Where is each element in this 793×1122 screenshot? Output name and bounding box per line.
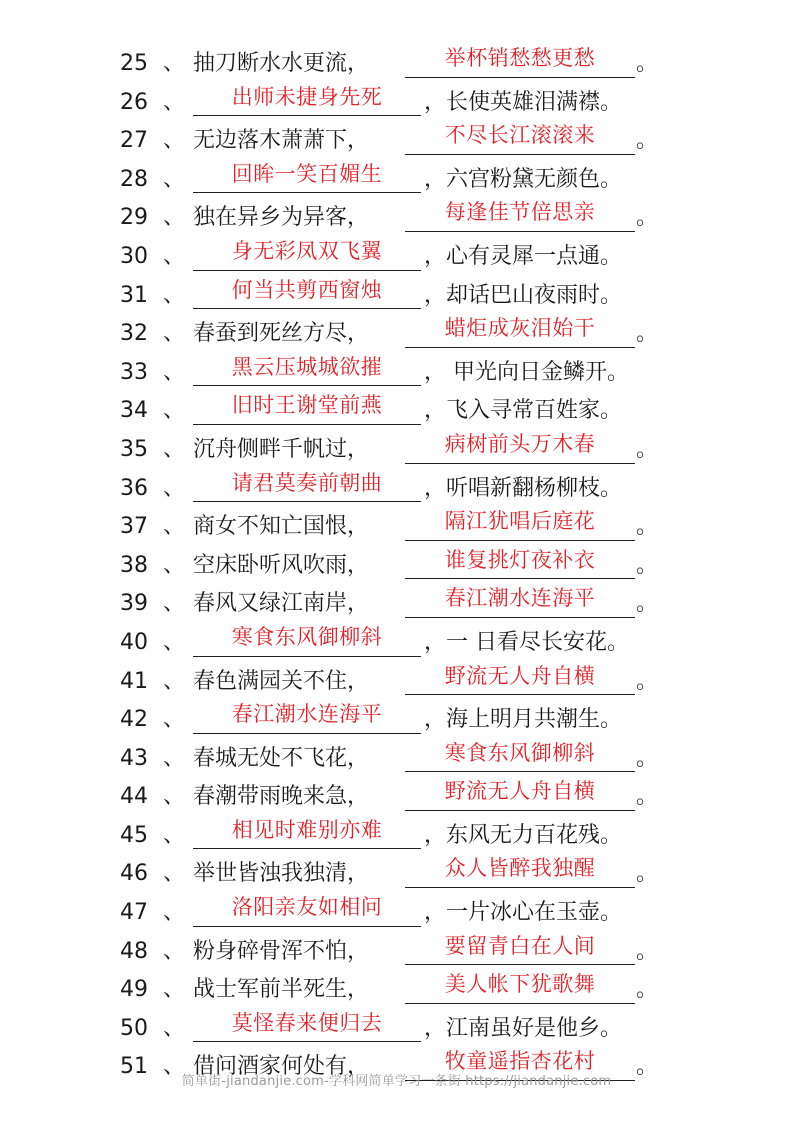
question-number: 37: [120, 514, 148, 540]
question-number: 26: [120, 89, 148, 115]
ending-period: 。: [636, 1054, 659, 1080]
number-separator: 、: [163, 977, 186, 1003]
question-number: 47: [120, 900, 148, 926]
number-separator: 、: [163, 784, 186, 810]
given-line: 借问酒家何处有，: [193, 1054, 370, 1080]
answer-text: 美人帐下犹歌舞: [444, 972, 596, 997]
given-line: ，江南虽好是他乡。: [424, 1015, 623, 1041]
given-line: 春城无处不飞花，: [193, 745, 370, 771]
question-number: 38: [120, 552, 148, 578]
question-row: [0, 894, 793, 933]
given-line: ，东风无力百花残。: [424, 822, 623, 848]
answer-blank: [193, 470, 421, 509]
ending-period: 。: [636, 977, 659, 1003]
number-separator: 、: [163, 514, 186, 540]
question-number: 35: [120, 436, 148, 462]
watermark-footer: 简单街-jiandanjie.com-学科网简单学习一条街 https://jiandanjie.com: [181, 1074, 612, 1089]
number-separator: 、: [163, 552, 186, 578]
answer-text: 谁复挑灯夜补衣: [444, 547, 596, 572]
question-row: [0, 84, 793, 123]
number-separator: 、: [163, 398, 186, 424]
question-number: 50: [120, 1015, 148, 1041]
answer-blank: [405, 778, 635, 817]
answer-blank: [193, 1010, 421, 1049]
answer-text: 隔江犹唱后庭花: [444, 509, 596, 534]
answer-text: 野流无人舟自横: [444, 779, 596, 804]
question-row: [0, 277, 793, 316]
ending-period: 。: [636, 938, 659, 964]
number-separator: 、: [163, 668, 186, 694]
answer-blank: [405, 45, 635, 84]
answer-text: 野流无人舟自横: [444, 663, 596, 688]
question-number: 44: [120, 784, 148, 810]
answer-text: 身无彩凤双飞翼: [231, 238, 383, 263]
answer-text: 出师未捷身先死: [231, 84, 383, 109]
number-separator: 、: [163, 436, 186, 462]
ending-period: 。: [636, 861, 659, 887]
answer-text: 春江潮水连海平: [231, 702, 383, 727]
question-number: 28: [120, 166, 148, 192]
question-row: [0, 817, 793, 856]
answer-blank: [405, 315, 635, 354]
answer-blank: [193, 84, 421, 123]
answer-blank: [193, 894, 421, 933]
answer-text: 何当共剪西窗烛: [231, 277, 383, 302]
given-line: ， 甲光向日金鳞开。: [424, 359, 629, 385]
given-line: 战士军前半死生，: [193, 977, 370, 1003]
question-number: 29: [120, 205, 148, 231]
number-separator: 、: [163, 243, 186, 269]
number-separator: 、: [163, 861, 186, 887]
answer-blank: [405, 585, 635, 624]
given-line: 空床卧听风吹雨，: [193, 552, 370, 578]
question-number: 46: [120, 861, 148, 887]
question-row: [0, 624, 793, 663]
ending-period: 。: [636, 745, 659, 771]
number-separator: 、: [163, 51, 186, 76]
given-line: ，长使英雄泪满襟。: [424, 89, 623, 115]
given-line: 粉身碎骨浑不怕，: [193, 938, 370, 964]
answer-text: 旧时王谢堂前燕: [231, 393, 383, 418]
number-separator: 、: [163, 89, 186, 115]
number-separator: 、: [163, 938, 186, 964]
number-separator: 、: [163, 591, 186, 617]
given-line: 商女不知亡国恨，: [193, 514, 370, 540]
number-separator: 、: [163, 128, 186, 154]
answer-blank: [193, 701, 421, 740]
answer-text: 洛阳亲友如相问: [231, 895, 383, 920]
worksheet: [0, 45, 793, 1087]
question-number: 27: [120, 128, 148, 154]
question-number: 31: [120, 282, 148, 308]
question-row: [0, 547, 793, 586]
answer-text: 病树前头万木春: [444, 431, 596, 456]
given-line: 无边落木萧萧下，: [193, 128, 370, 154]
question-number: 32: [120, 321, 148, 347]
answer-text: 牧童遥指杏花村: [444, 1049, 596, 1074]
ending-period: 。: [636, 514, 659, 540]
answer-text: 寒食东风御柳斜: [231, 624, 383, 649]
answer-blank: [405, 122, 635, 161]
ending-period: 。: [636, 784, 659, 810]
given-line: 抽刀断水水更流，: [193, 51, 370, 76]
question-number: 30: [120, 243, 148, 269]
given-line: 沉舟侧畔千帆过，: [193, 436, 370, 462]
answer-text: 众人皆醉我独醒: [444, 856, 596, 881]
question-row: [0, 470, 793, 509]
answer-blank: [405, 663, 635, 702]
given-line: ，一 日看尽长安花。: [424, 629, 629, 655]
ending-period: 。: [636, 436, 659, 462]
given-line: ，心有灵犀一点通。: [424, 243, 623, 269]
answer-text: 请君莫奏前朝曲: [231, 470, 383, 495]
answer-blank: [405, 199, 635, 238]
given-line: ，听唱新翻杨柳枝。: [424, 475, 623, 501]
given-line: ，飞入寻常百姓家。: [424, 398, 623, 424]
given-line: ，却话巴山夜雨时。: [424, 282, 623, 308]
answer-text: 相见时难别亦难: [231, 817, 383, 842]
question-number: 42: [120, 707, 148, 733]
answer-blank: [405, 431, 635, 470]
question-number: 33: [120, 359, 148, 385]
question-row: [0, 508, 793, 547]
question-row: [0, 701, 793, 740]
answer-text: 蜡炬成灰泪始干: [444, 316, 596, 341]
ending-period: 。: [636, 51, 659, 76]
number-separator: 、: [163, 359, 186, 385]
given-line: ，一片冰心在玉壶。: [424, 900, 623, 926]
question-number: 41: [120, 668, 148, 694]
number-separator: 、: [163, 707, 186, 733]
number-separator: 、: [163, 822, 186, 848]
answer-blank: [193, 624, 421, 663]
answer-text: 要留青白在人间: [444, 933, 596, 958]
number-separator: 、: [163, 282, 186, 308]
answer-text: 莫怪春来便归去: [231, 1010, 383, 1035]
answer-text: 春江潮水连海平: [444, 586, 596, 611]
question-number: 48: [120, 938, 148, 964]
given-line: 举世皆浊我独清，: [193, 861, 370, 887]
number-separator: 、: [163, 900, 186, 926]
answer-text: 寒食东风御柳斜: [444, 740, 596, 765]
answer-text: 举杯销愁愁更愁: [444, 46, 596, 70]
number-separator: 、: [163, 745, 186, 771]
answer-blank: [405, 971, 635, 1010]
question-row: [0, 740, 793, 779]
answer-blank: [405, 855, 635, 894]
ending-period: 。: [636, 591, 659, 617]
question-number: 51: [120, 1054, 148, 1080]
number-separator: 、: [163, 321, 186, 347]
question-number: 34: [120, 398, 148, 424]
ending-period: 。: [636, 321, 659, 347]
answer-blank: [193, 277, 421, 316]
question-number: 36: [120, 475, 148, 501]
question-number: 39: [120, 591, 148, 617]
given-line: 春潮带雨晚来急，: [193, 784, 370, 810]
answer-text: 每逢佳节倍思亲: [444, 200, 596, 225]
answer-text: 回眸一笑百媚生: [231, 161, 383, 186]
question-row: [0, 392, 793, 431]
ending-period: 。: [636, 552, 659, 578]
given-line: 独在异乡为异客，: [193, 205, 370, 231]
question-number: 25: [120, 51, 148, 76]
answer-blank: [193, 161, 421, 200]
question-row: [0, 933, 793, 972]
number-separator: 、: [163, 1015, 186, 1041]
number-separator: 、: [163, 205, 186, 231]
ending-period: 。: [636, 668, 659, 694]
given-line: 春风又绿江南岸，: [193, 591, 370, 617]
given-line: ，海上明月共潮生。: [424, 707, 623, 733]
number-separator: 、: [163, 629, 186, 655]
number-separator: 、: [163, 166, 186, 192]
question-row: [0, 161, 793, 200]
given-line: 春蚕到死丝方尽，: [193, 321, 370, 347]
answer-text: 不尽长江滚滚来: [444, 123, 596, 148]
number-separator: 、: [163, 1054, 186, 1080]
ending-period: 。: [636, 205, 659, 231]
given-line: 春色满园关不住，: [193, 668, 370, 694]
ending-period: 。: [636, 128, 659, 154]
question-number: 43: [120, 745, 148, 771]
question-number: 45: [120, 822, 148, 848]
answer-text: 黑云压城城欲摧: [231, 354, 383, 379]
question-row: [0, 1010, 793, 1049]
answer-blank: [193, 392, 421, 431]
number-separator: 、: [163, 475, 186, 501]
question-number: 40: [120, 629, 148, 655]
answer-blank: [193, 817, 421, 856]
given-line: ，六宫粉黛无颜色。: [424, 166, 623, 192]
question-number: 49: [120, 977, 148, 1003]
